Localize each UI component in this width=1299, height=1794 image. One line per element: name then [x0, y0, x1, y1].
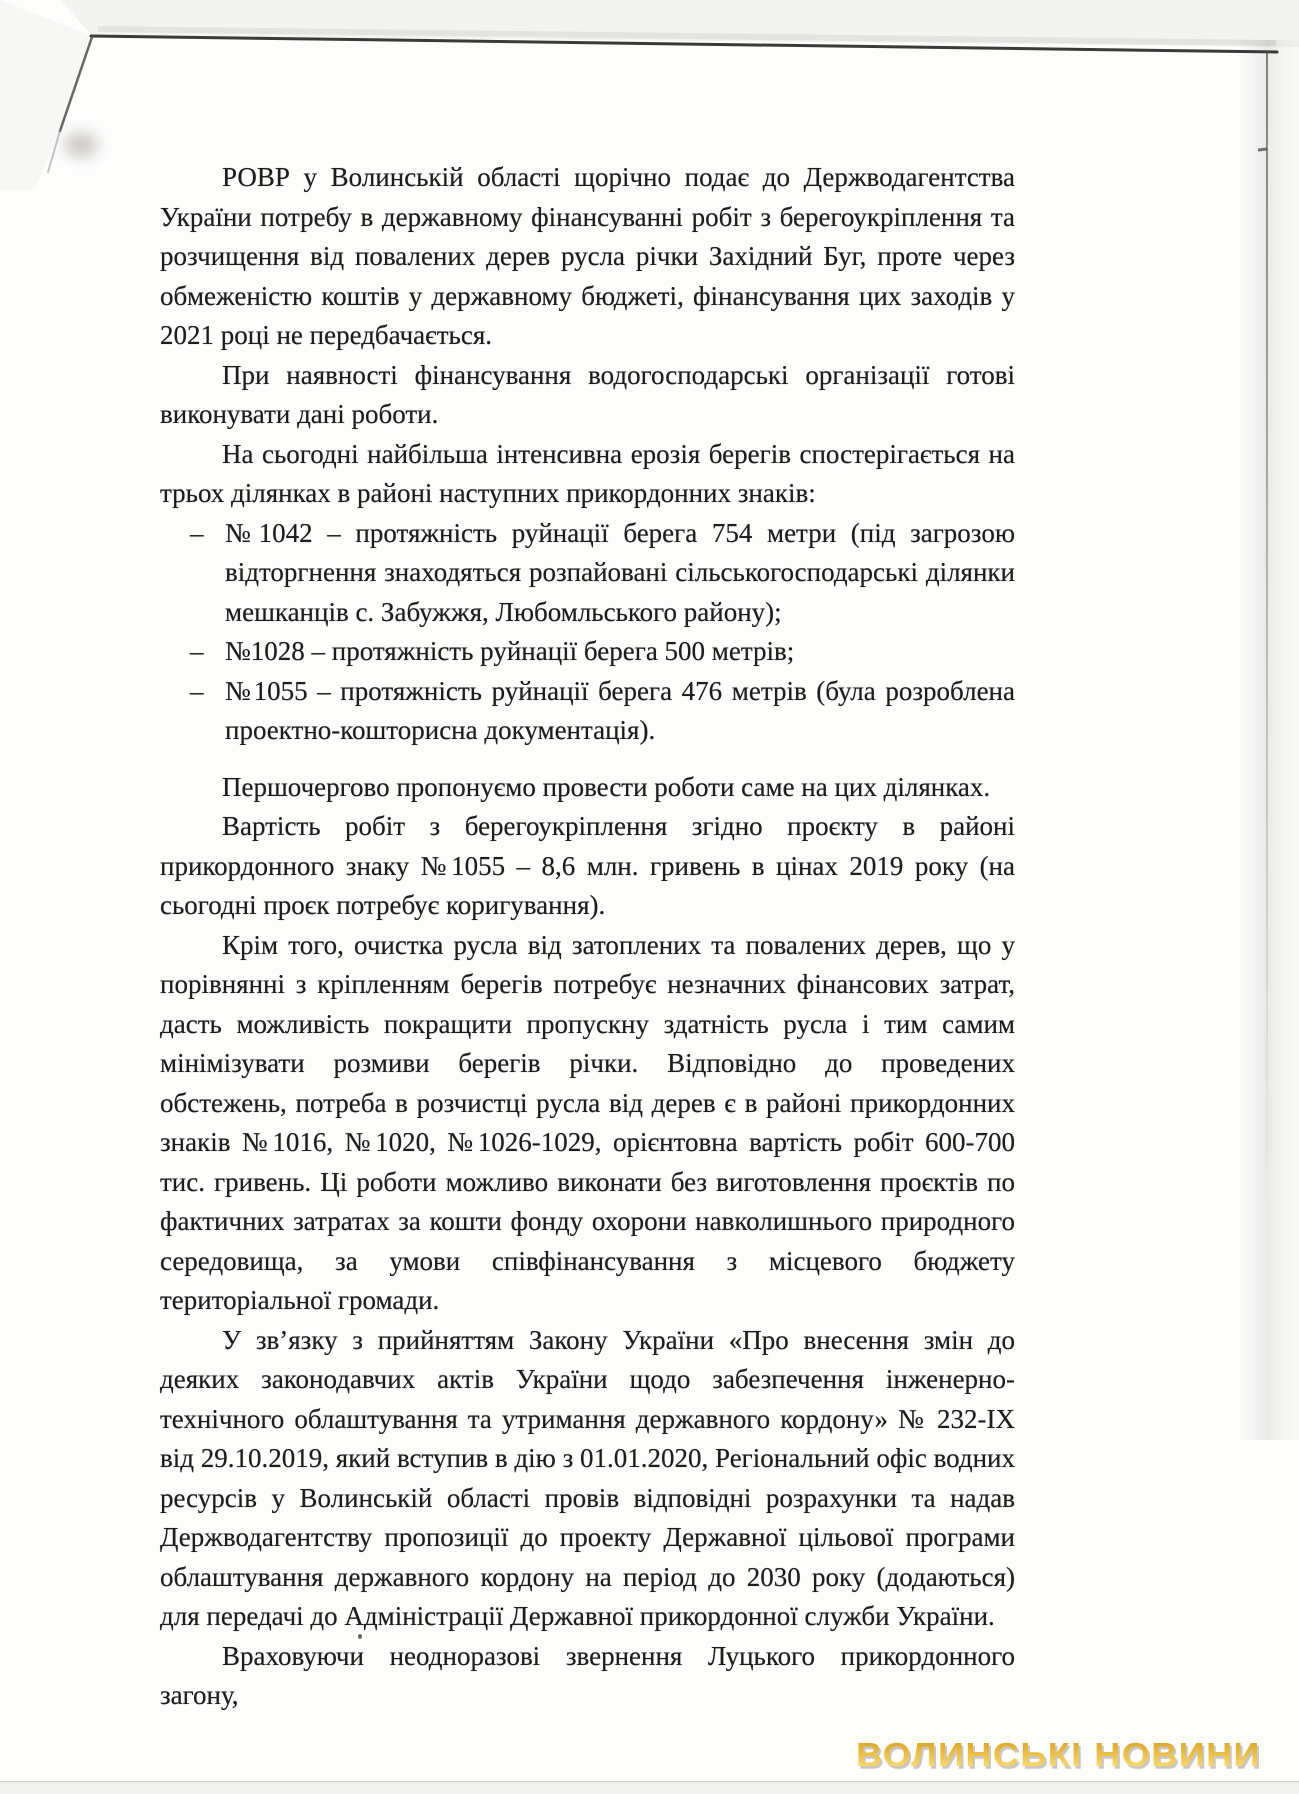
- bullet-text: №1042 – протяжність руйнації берега 754 метри (під загрозою відторгнення знаходяться розпайовані сільськогосподарські ділянки мешканців с. Забужжя, Любомльського району);: [225, 517, 1015, 627]
- bullet-dash: –: [190, 675, 204, 706]
- paragraph: РОВР у Волинській області щорічно подає до Держводагентства України потребу в державному фінансуванні робіт з берегоукріплення та розчищення від повалених дерев русла річки Західний Буг, проте через обмеженістю коштів у державному бюджеті, фінансування цих заходів у 2021 році не передбачається.: [160, 162, 1015, 350]
- paragraph: Крім того, очистка русла від затоплених та повалених дерев, що у порівнянні з кріпленням берегів потребує незначних фінансових затрат, дасть можливість покращити пропускну здатність русла і тим самим мінімізувати розмиви берегів річки. Відповідно до проведених обстежень, потреба в розчистці русла від дерев є в районі прикордонних знаків №1016, №1020, №1026-1029, орієнтовна вартість робіт 600-700 тис. гривень. Ці роботи можливо виконати без виготовлення проєктів по фактичних затратах за кошти фонду охорони навколишнього природного середовища, за умови співфінансування з місцевого бюджету територіальної громади.: [160, 929, 1015, 1315]
- scan-smudge: [64, 132, 98, 158]
- scanner-background-left: [0, 0, 92, 190]
- bullet-text: №1028 – протяжність руйнації берега 500 метрів;: [225, 636, 795, 666]
- paragraph: У зв’язку з прийняттям Закону України «Про внесення змін до деяких законодавчих актів України щодо забезпечення інженерно-технічного облаштування та утримання державного кордону» № 232-ІХ від 29.10.2019, який вступив в дію з 01.01.2020, Регіональний офіс водних ресурсів у Волинській області провів відповідні розрахунки та надав Держводагентству пропозиції до проекту Державної цільової програми облаштування державного кордону на період до 2030 року (додаються) для передачі до Адміністрації Державної прикордонної служби України.: [160, 1324, 1015, 1631]
- bullet-item: [160, 632, 1015, 672]
- bullet-dash: –: [190, 517, 204, 548]
- paragraph: Першочергово пропонуємо провести роботи саме на цих ділянках.: [222, 771, 991, 802]
- page-right-edge-shadow: [1238, 40, 1299, 1440]
- page-bottom-edge: [0, 1781, 1299, 1794]
- page-right-edge-line: [1266, 52, 1268, 1202]
- paragraph: Вартість робіт з берегоукріплення згідно проєкту в районі прикордонного знаку №1055 – 8,6 млн. гривень в цінах 2019 року (на сьогодні проєк потребує коригування).: [160, 811, 1015, 920]
- edge-mark: [1258, 147, 1267, 151]
- paragraph: При наявності фінансування водогосподарські організації готові виконувати дані роботи.: [160, 359, 1015, 429]
- page-corner-fold-fade: [48, 131, 60, 172]
- paragraph: На сьогодні найбільша інтенсивна ерозія берегів спостерігається на трьох ділянках в районі наступних прикордонних знаків:: [160, 438, 1015, 508]
- page-corner-fold-line: [60, 37, 92, 131]
- bullet-item: [160, 514, 1015, 633]
- page-edge-highlight: [98, 29, 1276, 43]
- bullet-dash: –: [190, 636, 204, 666]
- page-top-edge-line: [91, 36, 1277, 52]
- news-site-watermark: ВОЛИНСЬКІ НОВИНИ: [856, 1735, 1261, 1774]
- paragraph: Враховуючи неодноразові звернення Луцького прикордонного загону,: [160, 1640, 1015, 1710]
- bullet-item: [160, 672, 1015, 751]
- document-body: [160, 158, 1015, 1716]
- scanner-background-top: [0, 0, 1299, 47]
- bullet-text: №1055 – протяжність руйнації берега 476 метрів (була розроблена проектно-кошторисна документація).: [225, 675, 1015, 745]
